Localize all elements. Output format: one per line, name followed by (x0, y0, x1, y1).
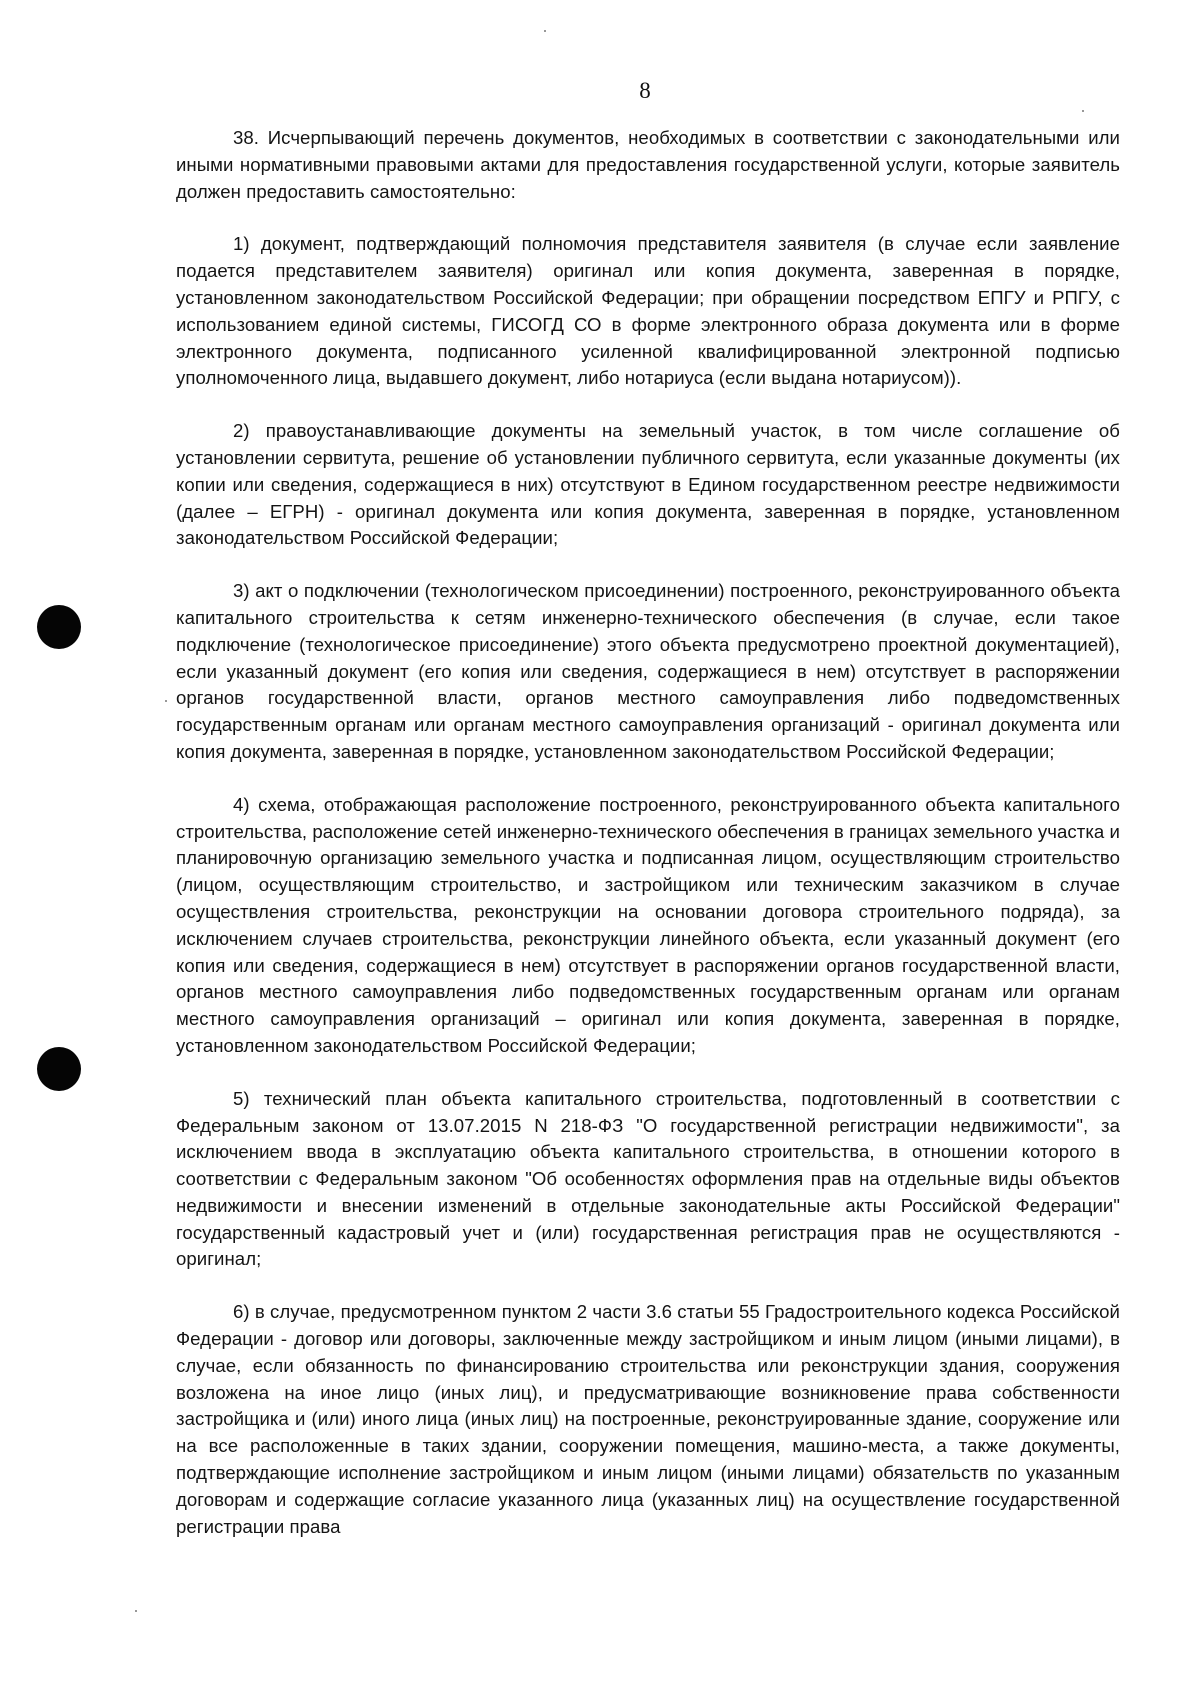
scan-speck (544, 30, 546, 32)
list-item-5: 5) технический план объекта капитального строительства, подготовленный в соответствии с Федеральным законом от 13.07.2015 N 218-ФЗ "О государственной регистрации недвижимости", за исключением ввода в эксплуатацию объекта капитального строительства, в отношении которого в соответствии с Федеральным законом "Об особенностях оформления прав на отдельные виды объектов недвижимости и внесении изменений в отдельные законодательные акты Российской Федерации" государственный кадастровый учет и (или) государственная регистрация прав не осуществляются - оригинал; (176, 1087, 1120, 1270)
list-item-2: 2) правоустанавливающие документы на земельный участок, в том числе соглашение об установлении сервитута, решение об установлении публичного сервитута, если указанные документы (их копии или сведения, содержащиеся в них) отсутствуют в Едином государственном реестре недвижимости (далее – ЕГРН) - оригинал документа или копия документа, заверенная в порядке, установленном законодательством Российской Федерации; (176, 420, 1120, 549)
punch-hole-lower (37, 1047, 81, 1091)
scan-speck (165, 700, 167, 702)
list-item-1: 1) документ, подтверждающий полномочия представителя заявителя (в случае если заявление подается представителем заявителя) оригинал или копия документа, заверенная в порядке, установленном законодательством Российской Федерации; при обращении посредством ЕПГУ и РПГУ, с использованием единой системы, ГИСОГД СО в форме электронного образа документа или в форме электронного документа, подписанного усиленной квалифицированной электронной подписью уполномоченного лица, выдавшего документ, либо нотариуса (если выдана нотариусом)). (176, 233, 1120, 389)
paragraph-38: 38. Исчерпывающий перечень документов, необходимых в соответствии с законодательными или иными нормативными правовыми актами для предоставления государственной услуги, которые заявитель должен предоставить самостоятельно: (176, 127, 1120, 202)
scan-speck (135, 1610, 137, 1612)
list-item-6: 6) в случае, предусмотренном пунктом 2 части 3.6 статьи 55 Градостроительного кодекса Российской Федерации - договор или договоры, заключенные между застройщиком и иным лицом (иными лицами), в случае, если обязанность по финансированию строительства или реконструкции здания, сооружения возложена на иное лицо (иных лиц), и предусматривающие возникновение права собственности застройщика и (или) иного лица (иных лиц) на построенные, реконструированные здание, сооружение или на все расположенные в таких здании, сооружении помещения, машино-места, а также документы, подтверждающие исполнение застройщиком и иным лицом (иными лицами) обязательств по указанным договорам и содержащие согласие указанного лица (указанных лиц) на осуществление государственной регистрации права (176, 1301, 1120, 1537)
list-item-3: 3) акт о подключении (технологическом присоединении) построенного, реконструированного объекта капитального строительства к сетям инженерно-технического обеспечения (в случае, если такое подключение (технологическое присоединение) этого объекта предусмотрено проектной документацией), если указанный документ (его копия или сведения, содержащиеся в нем) отсутствует в распоряжении органов государственной власти, органов местного самоуправления либо подведомственных государственным органам или органам местного самоуправления организаций - оригинал документа или копия документа, заверенная в порядке, установленном законодательством Российской Федерации; (176, 580, 1120, 762)
document-body (176, 125, 1120, 1540)
punch-hole-upper (37, 605, 81, 649)
list-item-4: 4) схема, отображающая расположение построенного, реконструированного объекта капитального строительства, расположение сетей инженерно-технического обеспечения в границах земельного участка и планировочную организацию земельного участка и подписанная лицом, осуществляющим строительство (лицом, осуществляющим строительство, и застройщиком или техническим заказчиком в случае осуществления строительства, реконструкции на основании договора строительного подряда), за исключением случаев строительства, реконструкции линейного объекта, если указанный документ (его копия или сведения, содержащиеся в нем) отсутствует в распоряжении органов государственной власти, органов местного самоуправления либо подведомственных государственным органам или органам местного самоуправления организаций – оригинал или копия документа, заверенная в порядке, установленном законодательством Российской Федерации; (176, 793, 1120, 1056)
page-number: 8 (639, 78, 651, 103)
scan-speck (1082, 110, 1084, 112)
